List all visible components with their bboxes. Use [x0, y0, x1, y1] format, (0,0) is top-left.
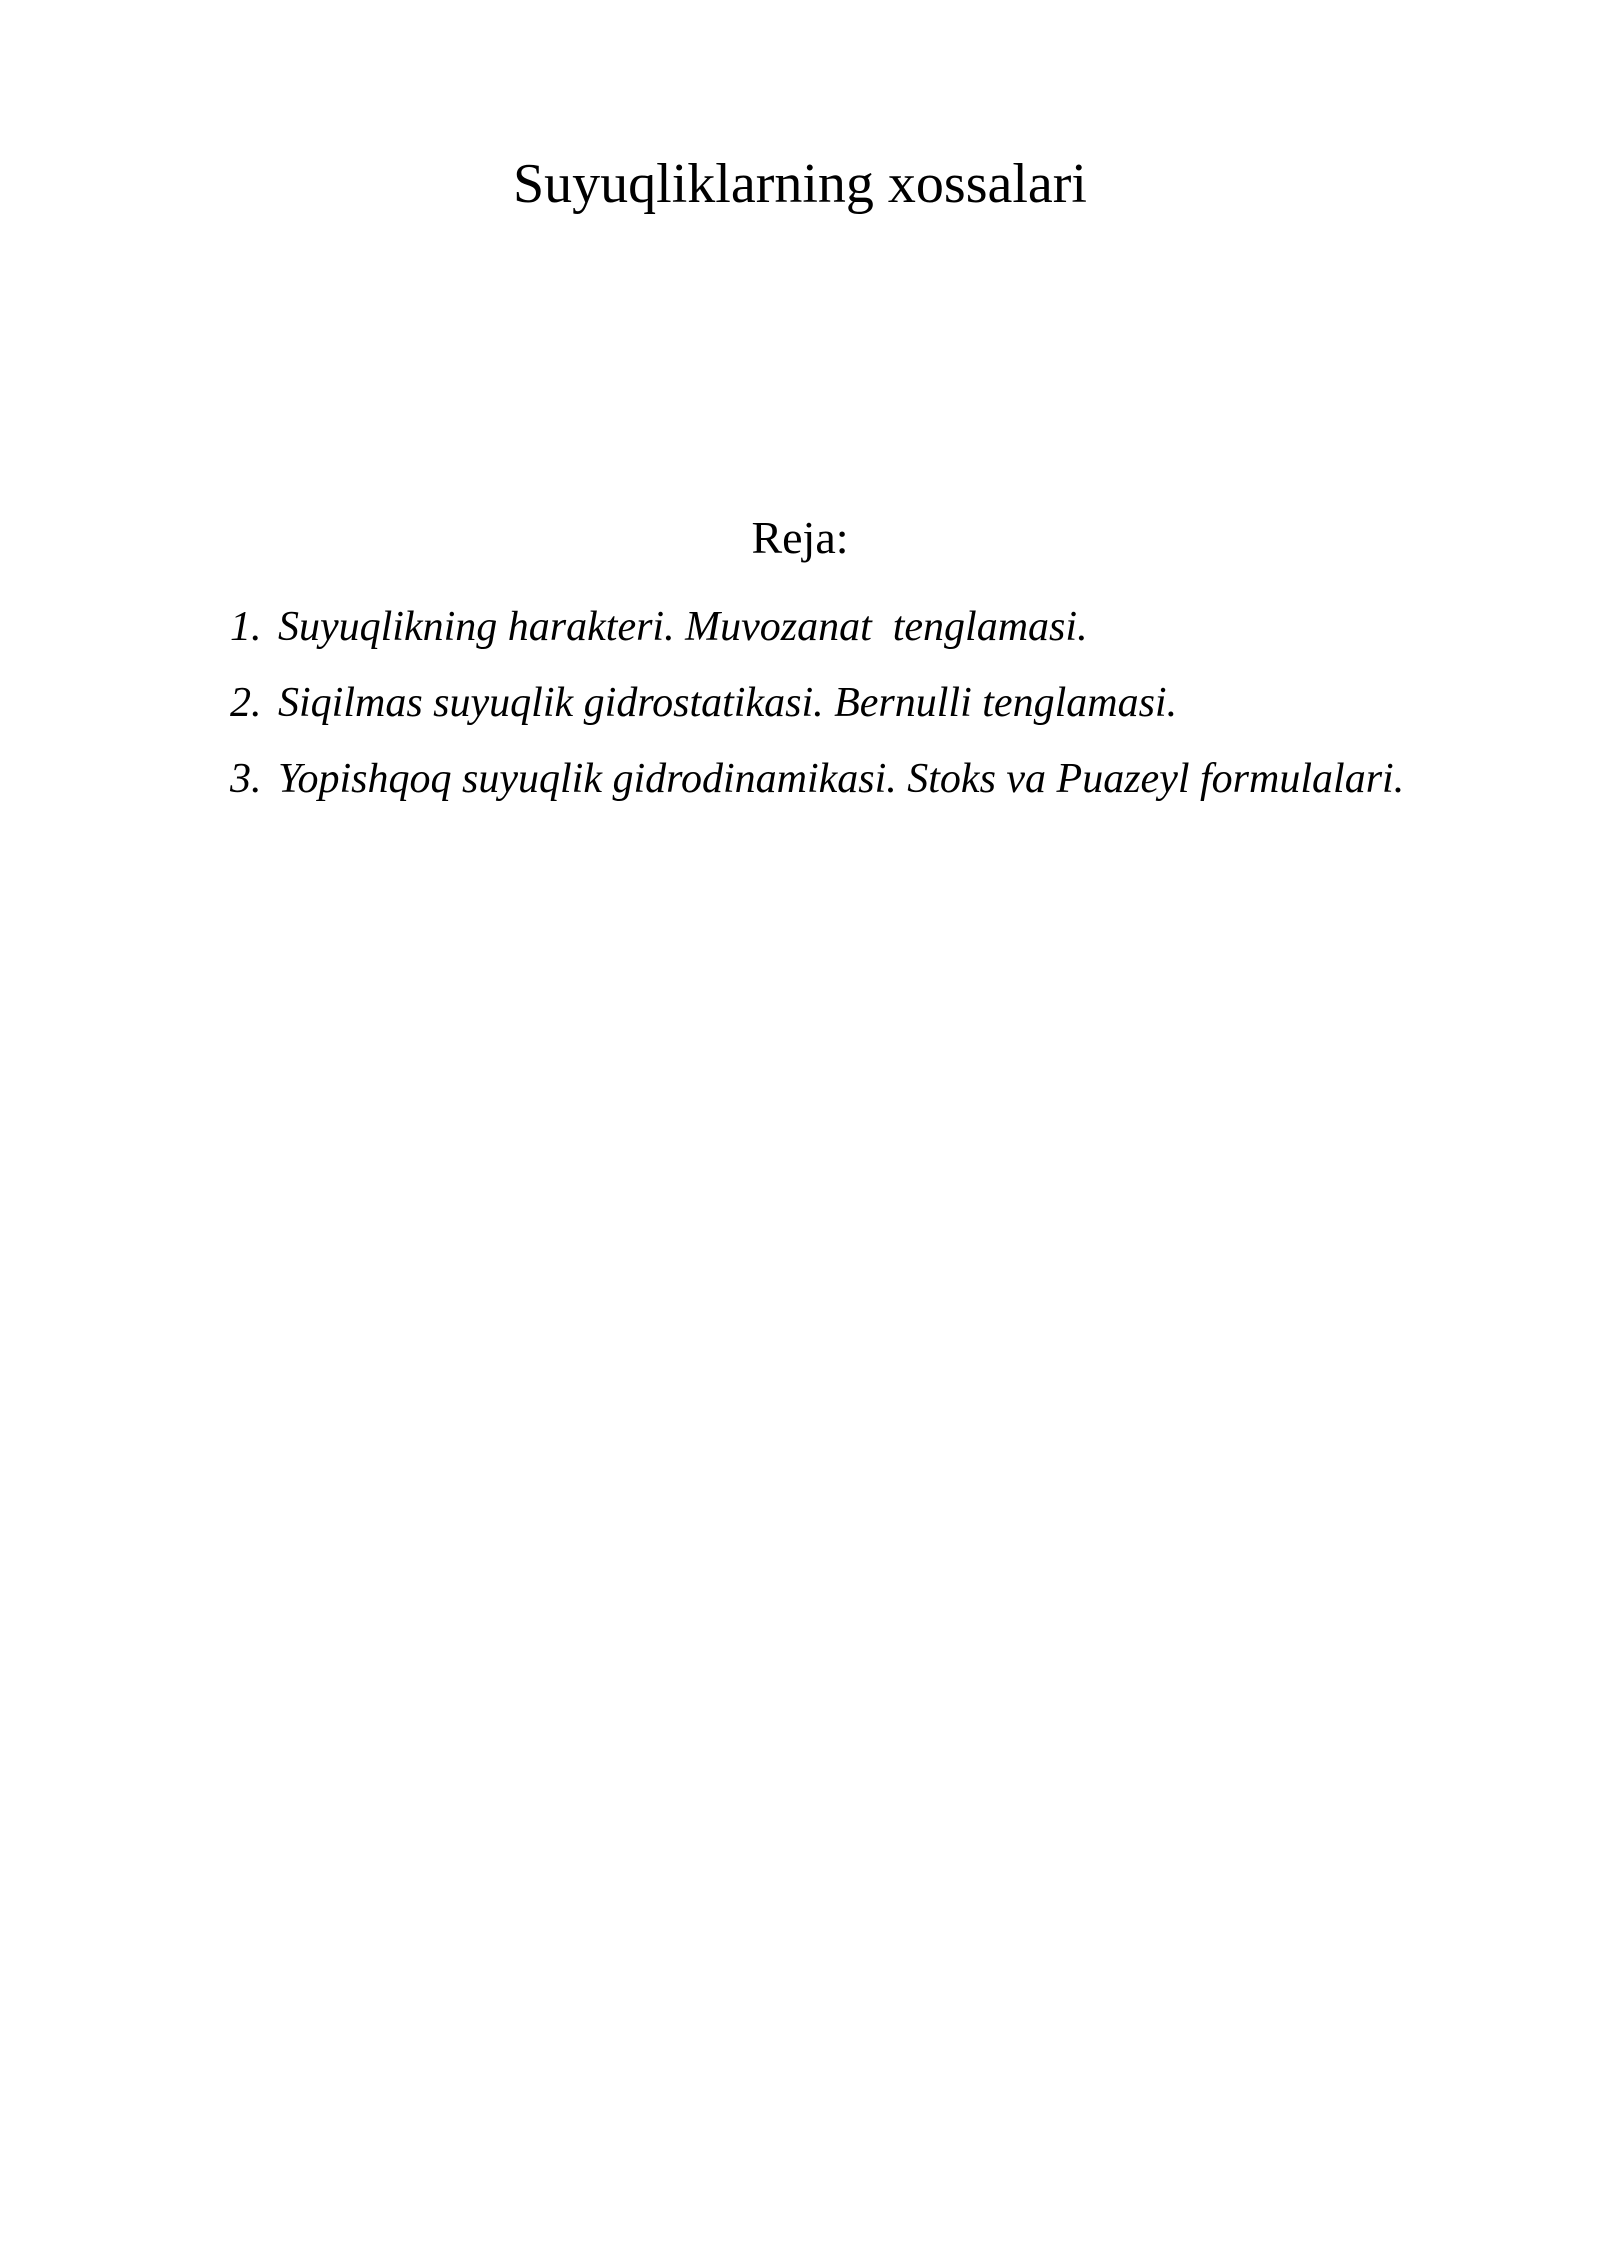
plan-heading: Reja: — [751, 512, 849, 563]
plan-item-text: Suyuqlikning harakteri. Muvozanat tenglamasi. — [278, 604, 1088, 650]
plan-item-number: 2. — [230, 680, 262, 726]
plan-list — [230, 600, 1530, 828]
plan-item — [230, 600, 1530, 654]
plan-item — [230, 676, 1530, 730]
plan-item-number: 1. — [230, 604, 262, 650]
plan-item-text: Siqilmas suyuqlik gidrostatikasi. Bernulli tenglamasi. — [278, 680, 1178, 726]
plan-item-text: Yopishqoq suyuqlik gidrodinamikasi. Stoks va Puazeyl formulalari. — [278, 756, 1405, 802]
document-title: Suyuqliklarning xossalari — [513, 153, 1087, 215]
plan-item — [230, 752, 1530, 806]
plan-item-number: 3. — [230, 756, 262, 802]
